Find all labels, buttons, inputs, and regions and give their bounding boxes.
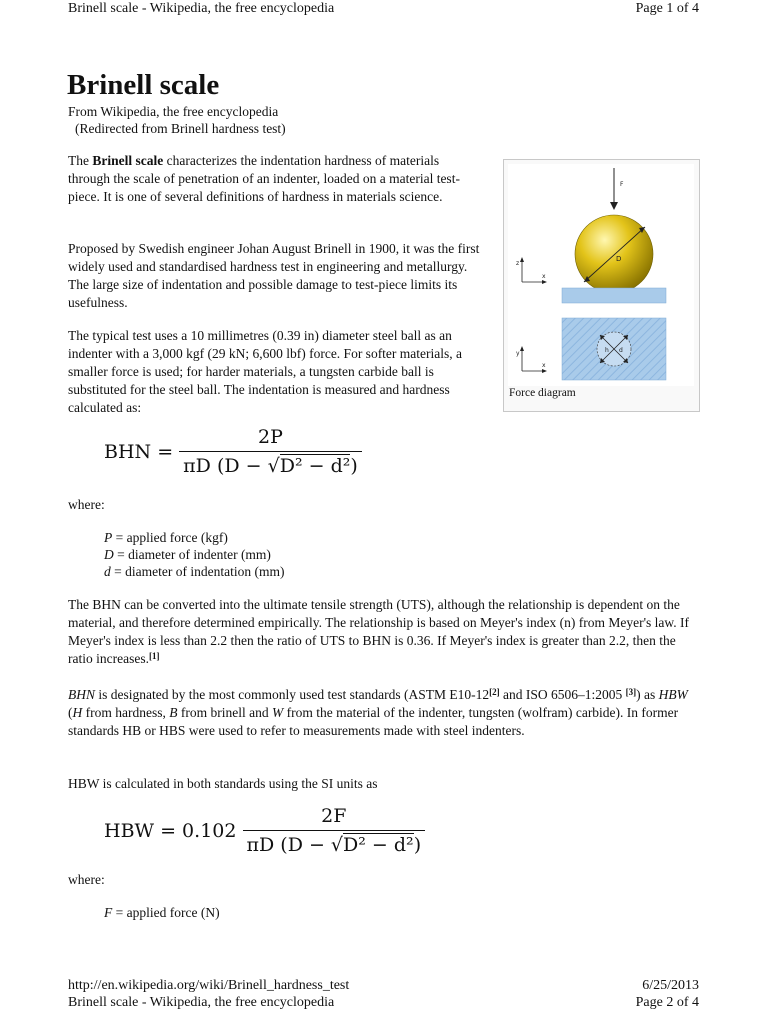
bhn-formula-denominator: πD (D − √D² − d²) <box>179 451 362 477</box>
hbw-formula <box>104 805 425 856</box>
definition-p: P = applied force (kgf) <box>104 530 228 545</box>
hbw-formula-lhs: HBW = 0.102 <box>104 819 237 842</box>
axis-x2-label: x <box>542 362 546 369</box>
uts-conversion-paragraph: The BHN can be converted into the ultimate tensile strength (UTS), although the relationship is dependent on the material, and therefore determined empirically. The relationship is based on Meyer's index (n) from Meyer's law. If Meyer's index is less than 2.2 then the ratio of UTS to BHN is 0.36. If Meyer's index is greater than 2.2, then the ratio increases.[1] <box>68 597 690 666</box>
test-piece-top <box>562 288 666 303</box>
definition-F: F = applied force (N) <box>104 905 220 920</box>
redirect-note: (Redirected from Brinell hardness test) <box>75 121 286 136</box>
bhn-formula-fraction <box>179 426 362 477</box>
citation-1[interactable]: [1] <box>148 651 160 661</box>
indent-d-label: d <box>619 347 623 354</box>
history-paragraph: Proposed by Swedish engineer Johan August Brinell in 1900, it was the first widely used and standardised hardness test in engineering and metallurgy. The large size of indentation and possible damage to test-piece limits its usefulness. <box>68 241 480 310</box>
hbw-formula-denominator: πD (D − √D² − d²) <box>243 830 426 856</box>
hbw-formula-numerator: 2F <box>321 805 347 827</box>
axis-y-label: y <box>516 350 520 357</box>
citation-3[interactable]: [3] <box>625 687 637 697</box>
force-diagram-image <box>508 164 694 386</box>
axis-z-label: z <box>516 260 520 267</box>
hbw-intro-paragraph: HBW is calculated in both standards using the SI units as <box>68 776 378 791</box>
figure-caption: Force diagram <box>509 387 576 399</box>
definition-d: d = diameter of indentation (mm) <box>104 564 285 579</box>
axis-x-label: x <box>542 273 546 280</box>
next-page-header-page-number: Page 2 of 4 <box>635 995 699 1010</box>
indent-h-label: h <box>605 347 609 354</box>
bhn-formula <box>104 426 362 477</box>
term-brinell-scale: Brinell scale <box>92 153 164 168</box>
bhn-formula-lhs: BHN = <box>104 440 174 463</box>
intro-paragraph: The Brinell scale characterizes the indentation hardness of materials through the scale of penetration of an indenter, loaded on a material test-piece. It is one of several definitions of hardness in materials science. <box>68 153 460 204</box>
citation-2[interactable]: [2] <box>489 687 500 697</box>
article-title: Brinell scale <box>67 69 220 101</box>
from-wikipedia-tagline: From Wikipedia, the free encyclopedia <box>68 104 279 119</box>
variable-definitions-2 <box>104 904 220 921</box>
definition-D: D = diameter of indenter (mm) <box>104 547 271 562</box>
diameter-label: D <box>616 255 622 263</box>
variable-definitions-1 <box>104 529 284 580</box>
where-label-2: where: <box>68 872 105 887</box>
force-label: F <box>620 181 624 188</box>
bhn-formula-numerator: 2P <box>258 426 283 448</box>
print-header-page-number: Page 1 of 4 <box>635 1 699 16</box>
hbw-formula-fraction <box>243 805 426 856</box>
test-method-paragraph: The typical test uses a 10 millimetres (0.39 in) diameter steel ball as an indenter with a 3,000 kgf (29 kN; 6,600 lbf) force. For softer materials, a smaller force is used; for harder materials, a tungsten carbide ball is substituted for the steel ball. The indentation is measured and hardness calculated as: <box>68 328 463 415</box>
where-label-1: where: <box>68 497 105 512</box>
footer-date: 6/25/2013 <box>642 978 699 993</box>
footer-url: http://en.wikipedia.org/wiki/Brinell_hardness_test <box>68 978 350 993</box>
force-diagram-figure <box>503 159 700 412</box>
standards-paragraph: BHN is designated by the most commonly used test standards (ASTM E10-12[2] and ISO 6506–1:2005 [3]) as HBW (H from hardness, B from brinell and W from the material of the indenter, tungsten (wolfram) carbide). In former standards HB or HBS were used to refer to measurements made with steel indenters. <box>68 687 688 738</box>
next-page-header-title: Brinell scale - Wikipedia, the free encyclopedia <box>68 995 335 1010</box>
print-header-title: Brinell scale - Wikipedia, the free encyclopedia <box>68 1 335 16</box>
